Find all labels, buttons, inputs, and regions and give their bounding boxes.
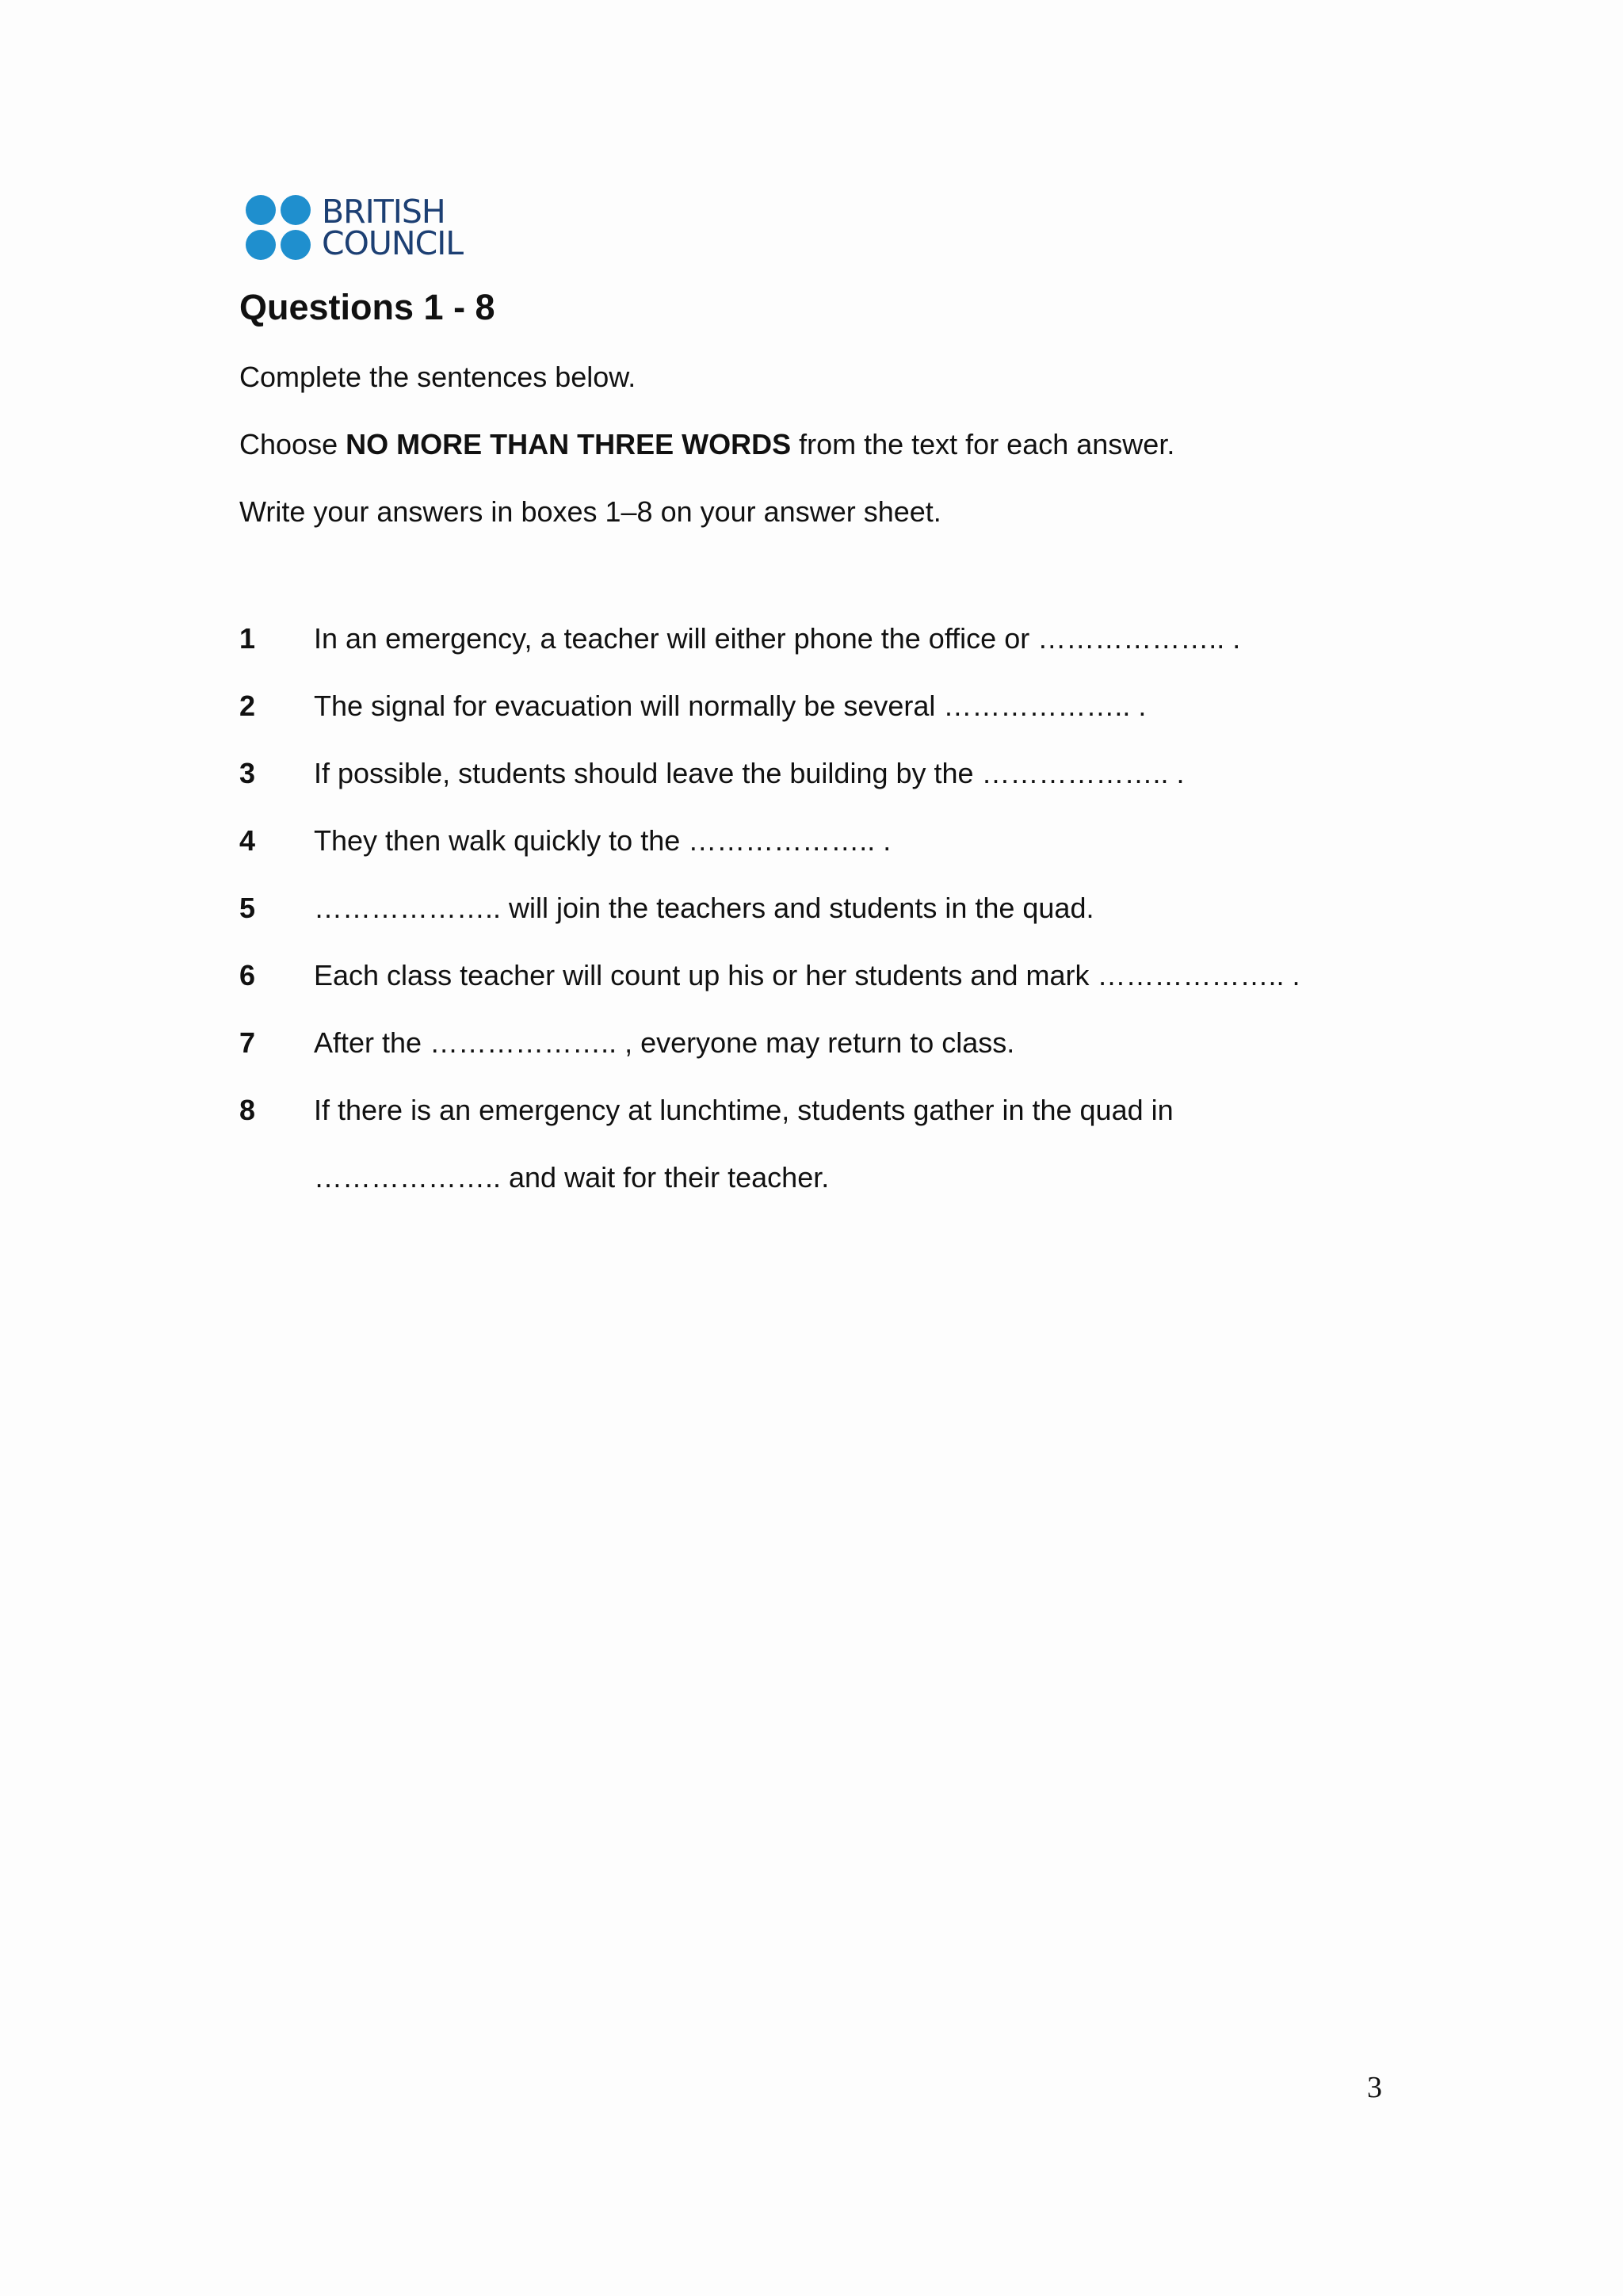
question-number: 1 — [239, 622, 256, 655]
question-text: In an emergency, a teacher will either phone the office or ……………….. . — [314, 622, 1241, 655]
instruction-3: Write your answers in boxes 1–8 on your answer sheet. — [239, 495, 941, 528]
question-number: 6 — [239, 959, 256, 991]
question-8-continuation: ……………….. and wait for their teacher. — [314, 1161, 830, 1194]
question-text: After the ……………….. , everyone may return to class. — [314, 1026, 1015, 1059]
logo-dots-icon — [246, 195, 311, 260]
question-text: If possible, students should leave the building by the ……………….. . — [314, 757, 1185, 789]
question-number: 2 — [239, 690, 256, 722]
question-number: 7 — [239, 1026, 256, 1059]
question-number: 3 — [239, 757, 256, 789]
question-number: 5 — [239, 892, 256, 924]
instruction-2-pre: Choose — [239, 428, 346, 460]
instruction-2-post: from the text for each answer. — [791, 428, 1175, 460]
page-number: 3 — [1367, 2071, 1382, 2104]
question-text: If there is an emergency at lunchtime, students gather in the quad in — [314, 1094, 1174, 1126]
british-council-logo — [246, 195, 463, 260]
question-text: The signal for evacuation will normally be several ……………….. . — [314, 690, 1147, 722]
question-number: 8 — [239, 1094, 256, 1126]
logo-line-1: BRITISH — [322, 193, 445, 231]
logo-text — [322, 193, 464, 262]
instruction-2-bold: NO MORE THAN THREE WORDS — [346, 428, 792, 460]
question-number: 4 — [239, 824, 256, 857]
logo-line-2: COUNCIL — [322, 224, 464, 262]
question-text: Each class teacher will count up his or her students and mark ……………….. . — [314, 959, 1300, 991]
question-text: They then walk quickly to the ……………….. . — [314, 824, 892, 857]
question-text: ……………….. will join the teachers and students in the quad. — [314, 892, 1094, 924]
instruction-1: Complete the sentences below. — [239, 361, 636, 393]
instruction-2 — [239, 428, 1174, 461]
page-title: Questions 1 - 8 — [239, 287, 495, 327]
